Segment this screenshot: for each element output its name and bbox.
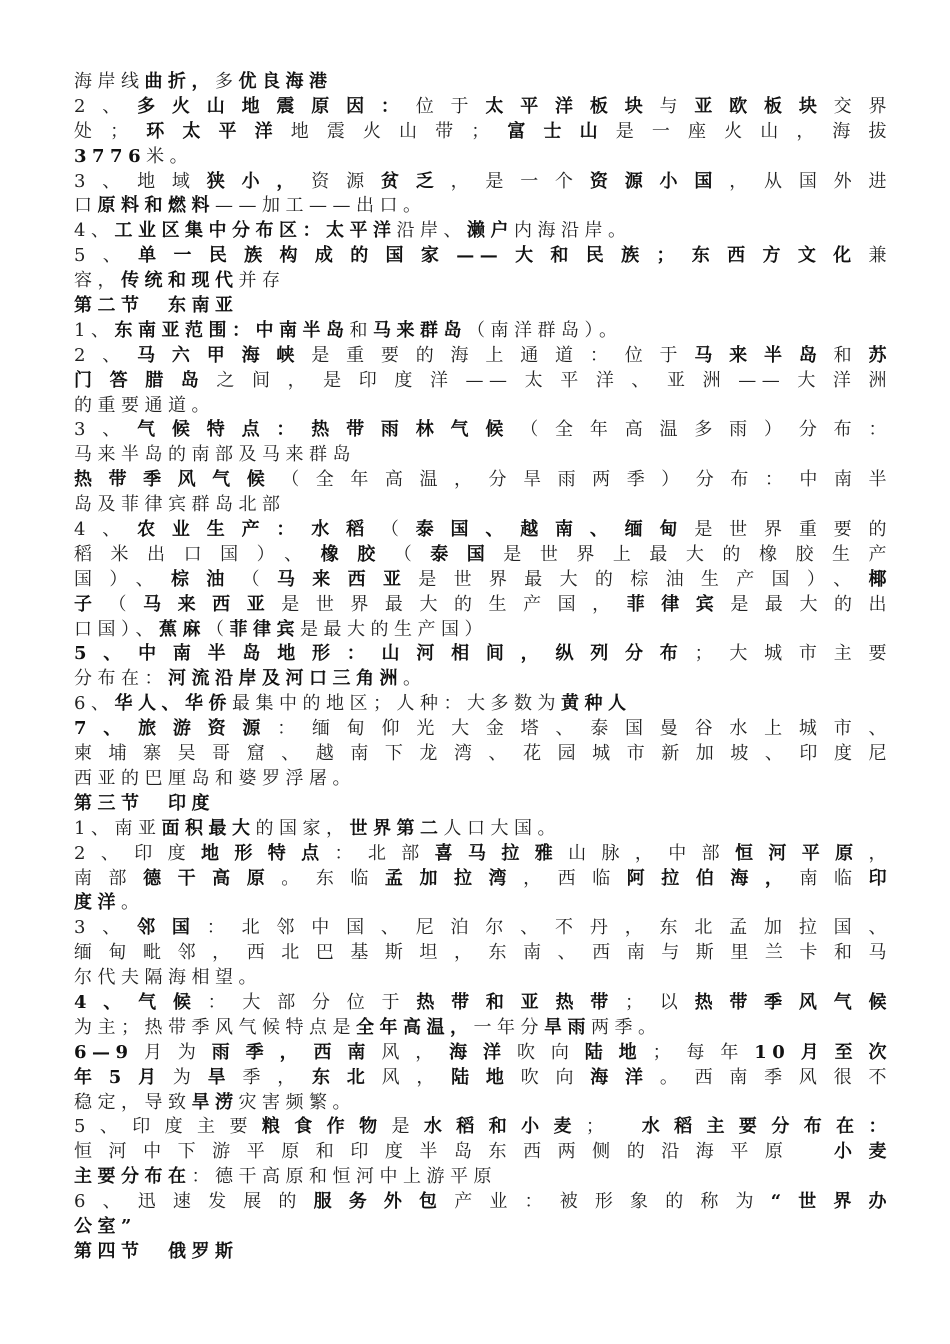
text-run: 两季。 bbox=[591, 1016, 662, 1038]
text-line bbox=[74, 642, 892, 667]
text-run: 尔代夫隔海相望。 bbox=[74, 967, 262, 989]
text-run: 1、南亚 bbox=[74, 817, 162, 839]
text-run: 2、印度 bbox=[74, 842, 201, 864]
text-line bbox=[74, 891, 892, 916]
text-run: ；以 bbox=[625, 991, 695, 1013]
text-line bbox=[74, 1140, 892, 1165]
text-run: 地震火山带； bbox=[290, 120, 495, 142]
bold-text: 水稻主要分布在： bbox=[641, 1116, 893, 1138]
text-run: （全年高温多雨）分布： bbox=[520, 419, 892, 441]
text-run: 稻米出口国）、 bbox=[74, 543, 321, 565]
text-line bbox=[74, 692, 892, 717]
text-run: 是最大的出 bbox=[730, 593, 893, 615]
text-line bbox=[74, 418, 892, 443]
text-line bbox=[74, 394, 892, 419]
text-run: 并存 bbox=[238, 270, 286, 292]
bold-text: 橡胶 bbox=[320, 543, 394, 565]
text-run: ，从国外进 bbox=[729, 170, 892, 192]
text-run: ：大部分位于 bbox=[207, 991, 417, 1013]
text-run: 5、印度主要 bbox=[74, 1116, 262, 1138]
bold-text: 旱涝 bbox=[191, 1091, 239, 1113]
text-run: 。 bbox=[121, 892, 145, 914]
text-run: 3、 bbox=[74, 917, 138, 939]
text-run: ；每年 bbox=[652, 1041, 755, 1063]
text-line bbox=[74, 941, 892, 966]
text-run: 是世界最大的棕油生产国）、 bbox=[418, 568, 869, 590]
bold-text: 全年高温， bbox=[356, 1016, 474, 1038]
text-line bbox=[74, 170, 892, 195]
text-run: 缅甸毗邻，西北巴基斯坦，东南、西南与斯里兰卡和马 bbox=[74, 942, 892, 964]
bold-text: 苏 bbox=[868, 344, 892, 366]
bold-text: 孟加拉湾 bbox=[384, 867, 524, 889]
bold-text: 度洋 bbox=[74, 892, 121, 914]
bold-text: 马来西亚 bbox=[143, 593, 282, 615]
text-run: 2、 bbox=[74, 95, 138, 117]
bold-text: 椰 bbox=[868, 568, 893, 590]
bold-text: 服务外包 bbox=[313, 1191, 455, 1213]
bold-text: 陆地 bbox=[584, 1041, 653, 1063]
text-run: 4、 bbox=[74, 220, 115, 242]
bold-text: 优良海港 bbox=[238, 71, 333, 92]
bold-text: 门答腊岛 bbox=[74, 369, 217, 391]
bold-text: 多火山地震原因： bbox=[137, 95, 416, 117]
text-line bbox=[74, 194, 892, 219]
text-line bbox=[74, 369, 892, 394]
bold-text: 东南亚范围：中南半岛 bbox=[114, 319, 350, 341]
bold-text: 子 bbox=[74, 593, 109, 615]
text-run: 米。 bbox=[146, 145, 194, 167]
bold-text: 海洋 bbox=[590, 1066, 660, 1088]
text-line bbox=[74, 145, 892, 170]
text-line bbox=[74, 817, 892, 842]
bold-text: 旱 bbox=[207, 1066, 243, 1088]
text-line bbox=[74, 842, 892, 867]
text-run: 分布在： bbox=[74, 668, 168, 690]
bold-text: 河流沿岸及河口三角洲 bbox=[168, 668, 403, 690]
text-run: （ bbox=[206, 618, 230, 640]
text-line bbox=[74, 792, 892, 817]
bold-text: 7、旅游资源 bbox=[74, 718, 278, 740]
text-line bbox=[74, 95, 892, 120]
text-line bbox=[74, 1165, 892, 1190]
text-run: 人口大国。 bbox=[443, 817, 561, 839]
text-line bbox=[74, 269, 892, 294]
bold-text: 10月至次 bbox=[754, 1041, 893, 1063]
text-run: ——加工——出口。 bbox=[215, 195, 427, 217]
text-run: ， bbox=[868, 842, 893, 864]
text-run: ，是一个 bbox=[450, 170, 590, 192]
bold-text: 传统和现代 bbox=[121, 270, 239, 292]
text-run: 山脉，中部 bbox=[568, 842, 736, 864]
bold-text: 热带和亚热带 bbox=[416, 991, 626, 1013]
text-run: 国）、 bbox=[74, 568, 171, 590]
bold-text: 印 bbox=[868, 867, 893, 889]
text-run: 的重要通道。 bbox=[74, 394, 215, 416]
text-line bbox=[74, 1066, 892, 1091]
bold-text: 4、气候 bbox=[74, 991, 208, 1013]
bold-text: 工业区集中分布区： bbox=[114, 220, 326, 242]
text-run: 岛及菲律宾群岛北部 bbox=[74, 494, 286, 516]
text-run: 南部 bbox=[74, 867, 144, 889]
bold-text: 马来西亚 bbox=[276, 568, 419, 590]
text-run: 4、 bbox=[74, 519, 138, 541]
text-line bbox=[74, 344, 892, 369]
text-run: 吹向 bbox=[516, 1041, 585, 1063]
text-run: 马来半岛的南部及马来群岛 bbox=[74, 444, 356, 466]
text-run: 之间，是印度洋——太平洋、亚洲——大洋洲 bbox=[216, 369, 893, 391]
text-line bbox=[74, 70, 892, 95]
text-line bbox=[74, 742, 892, 767]
text-run: 3、地域 bbox=[74, 170, 207, 192]
text-run: 季， bbox=[242, 1066, 312, 1088]
text-run: 和 bbox=[349, 319, 373, 341]
text-line bbox=[74, 568, 892, 593]
text-run: 为 bbox=[172, 1066, 208, 1088]
text-run: 西亚的巴厘岛和婆罗浮屠。 bbox=[74, 767, 356, 789]
text-run: ； bbox=[585, 1116, 642, 1138]
bold-text: 年5月 bbox=[74, 1066, 173, 1088]
text-line bbox=[74, 966, 892, 991]
text-run: 交界 bbox=[833, 95, 892, 117]
text-run: 兼 bbox=[868, 245, 892, 267]
bold-text: 第三节 印度 bbox=[74, 792, 215, 814]
bold-text: 地形特点 bbox=[200, 842, 335, 864]
text-line bbox=[74, 518, 892, 543]
bold-text: 粮食作物 bbox=[261, 1116, 392, 1138]
text-line bbox=[74, 1240, 892, 1265]
text-line bbox=[74, 1115, 892, 1140]
text-line bbox=[74, 1016, 892, 1041]
text-run: ：缅甸仰光大金塔、泰国曼谷水上城市、 bbox=[277, 718, 892, 740]
text-line bbox=[74, 319, 892, 344]
bold-text: 马来半岛 bbox=[694, 344, 834, 366]
bold-text: 热带季风气候 bbox=[694, 991, 892, 1013]
text-line bbox=[74, 767, 892, 792]
text-run: 是世界上最大的橡胶生产 bbox=[503, 543, 893, 565]
text-run: 一年分 bbox=[473, 1016, 544, 1038]
text-run: ：北邻中国、尼泊尔、不丹，东北孟加拉国、 bbox=[206, 917, 892, 939]
bold-text: 阿拉伯海， bbox=[626, 867, 800, 889]
text-line bbox=[74, 916, 892, 941]
bold-text: 热带季风气候 bbox=[74, 469, 282, 491]
text-run: 产业：被形象的称为 bbox=[454, 1191, 771, 1213]
text-run: 是世界重要的 bbox=[694, 519, 892, 541]
text-run: （ bbox=[241, 568, 277, 590]
text-line bbox=[74, 294, 892, 319]
text-run: 是 bbox=[391, 1116, 424, 1138]
bold-text: 太平洋板块 bbox=[485, 95, 660, 117]
bold-text: 小麦 bbox=[833, 1141, 893, 1163]
text-run: ：德干高原和恒河中上游平原 bbox=[191, 1166, 497, 1188]
bold-text: 恒河平原 bbox=[735, 842, 869, 864]
text-line bbox=[74, 1091, 892, 1116]
bold-text: 水稻和小麦 bbox=[423, 1116, 586, 1138]
bold-text: 3776 bbox=[74, 145, 147, 167]
text-run: （全年高温，分旱雨两季）分布：中南半 bbox=[281, 469, 893, 491]
bold-text: 农业生产：水稻 bbox=[137, 519, 381, 541]
bold-text: 5、中南半岛地形：山河相间，纵列分布 bbox=[74, 643, 695, 665]
bold-text: 环太平洋 bbox=[133, 120, 291, 142]
bold-text: 东北 bbox=[312, 1066, 382, 1088]
text-line bbox=[74, 543, 892, 568]
bold-text: 太平洋 bbox=[325, 220, 397, 242]
bold-text: 陆地 bbox=[451, 1066, 521, 1088]
text-run: 沿岸、 bbox=[396, 220, 467, 242]
text-run: 容， bbox=[74, 270, 121, 292]
bold-text: 第四节 俄罗斯 bbox=[74, 1240, 239, 1262]
text-run: 是重要的海上通道：位于 bbox=[311, 344, 695, 366]
bold-text: 资源小国 bbox=[589, 170, 730, 192]
text-run: 口国）、 bbox=[74, 618, 159, 640]
text-run: 南临 bbox=[799, 867, 869, 889]
document-body bbox=[74, 70, 892, 1265]
text-line bbox=[74, 867, 892, 892]
bold-text: 亚欧板块 bbox=[694, 95, 834, 117]
text-line bbox=[74, 717, 892, 742]
text-run: 。 bbox=[403, 668, 427, 690]
bold-text: 马六甲海峡 bbox=[137, 344, 312, 366]
bold-text: 喜马拉雅 bbox=[434, 842, 569, 864]
bold-text: 濑户 bbox=[466, 220, 514, 242]
bold-text: 黄种人 bbox=[560, 693, 632, 715]
text-run: 风， bbox=[381, 1041, 450, 1063]
text-run: （ bbox=[380, 519, 416, 541]
text-run: 资源 bbox=[311, 170, 381, 192]
bold-text: 菲律宾 bbox=[626, 593, 731, 615]
text-run: 恒河中下游平原和印度半岛东西两侧的沿海平原 bbox=[74, 1141, 834, 1163]
bold-text: 单一民族构成的国家——大和民族；东西方文化 bbox=[138, 245, 869, 267]
text-run: 与 bbox=[659, 95, 695, 117]
text-run: （南洋群岛）。 bbox=[466, 319, 623, 341]
text-run: 吹向 bbox=[520, 1066, 591, 1088]
bold-text: 棕油 bbox=[170, 568, 242, 590]
bold-text: 雨季，西南 bbox=[211, 1041, 382, 1063]
text-run: 口 bbox=[74, 195, 98, 217]
text-run: （ bbox=[108, 593, 144, 615]
text-line bbox=[74, 219, 892, 244]
text-line bbox=[74, 1190, 892, 1215]
bold-text: 海洋 bbox=[449, 1041, 517, 1063]
bold-text: 6—9 bbox=[74, 1041, 134, 1063]
text-run: （ bbox=[393, 543, 431, 565]
bold-text: 邻国 bbox=[137, 917, 207, 939]
bold-text: 蕉麻 bbox=[159, 618, 206, 640]
text-run: 6、 bbox=[74, 693, 115, 715]
text-run: 稳定，导致 bbox=[74, 1091, 192, 1113]
bold-text: 面积最大 bbox=[161, 817, 256, 839]
bold-text: 曲折， bbox=[144, 71, 215, 92]
text-run: 柬埔寨吴哥窟、越南下龙湾、花园城市新加坡、印度尼 bbox=[74, 743, 892, 765]
text-line bbox=[74, 244, 892, 269]
text-run: 多 bbox=[215, 71, 239, 92]
bold-text: 狭小， bbox=[206, 170, 312, 192]
text-run: 月为 bbox=[133, 1041, 212, 1063]
text-run: 是最大的生产国） bbox=[300, 618, 488, 640]
bold-text: 第二节 东南亚 bbox=[74, 295, 239, 317]
bold-text: 原料和燃料 bbox=[97, 195, 215, 217]
bold-text: 公室” bbox=[74, 1215, 137, 1237]
bold-text: 德干高原 bbox=[143, 867, 282, 889]
bold-text: 旱雨 bbox=[544, 1016, 591, 1038]
bold-text: 华人、华侨 bbox=[114, 693, 232, 715]
text-line bbox=[74, 991, 892, 1016]
bold-text: 世界第二 bbox=[349, 817, 444, 839]
text-run: ：北部 bbox=[334, 842, 435, 864]
text-run: 3、 bbox=[74, 419, 138, 441]
text-run: 和 bbox=[833, 344, 869, 366]
text-run: 5、 bbox=[74, 245, 139, 267]
text-run: 处； bbox=[74, 120, 134, 142]
text-run: 海岸线 bbox=[74, 71, 145, 92]
text-run: 。西南季风很不 bbox=[659, 1066, 892, 1088]
text-line bbox=[74, 120, 892, 145]
bold-text: “世界办 bbox=[770, 1191, 893, 1213]
text-run: 是一座火山，海拔 bbox=[615, 120, 893, 142]
text-line bbox=[74, 443, 892, 468]
bold-text: 泰国、越南、缅甸 bbox=[415, 519, 695, 541]
bold-text: 马来群岛 bbox=[372, 319, 467, 341]
text-run: 6、迅速发展的 bbox=[74, 1191, 314, 1213]
bold-text: 主要分布在 bbox=[74, 1166, 192, 1188]
text-run: 最集中的地区；人种：大多数为 bbox=[231, 693, 561, 715]
text-run: 2、 bbox=[74, 344, 138, 366]
bold-text: 菲律宾 bbox=[229, 618, 300, 640]
text-line bbox=[74, 593, 892, 618]
text-run: ；大城市主要 bbox=[694, 643, 892, 665]
text-line bbox=[74, 667, 892, 692]
bold-text: 富士山 bbox=[494, 120, 616, 142]
text-run: ，西临 bbox=[523, 867, 627, 889]
text-run: 内海沿岸。 bbox=[513, 220, 632, 242]
text-line bbox=[74, 618, 892, 643]
text-run: 的国家， bbox=[255, 817, 350, 839]
text-run: 灾害频繁。 bbox=[238, 1091, 356, 1113]
text-run: 。东临 bbox=[281, 867, 385, 889]
text-run: 位于 bbox=[415, 95, 486, 117]
bold-text: 气候特点：热带雨林气候 bbox=[137, 419, 521, 441]
bold-text: 贫乏 bbox=[380, 170, 451, 192]
text-run: 为主；热带季风气候特点是 bbox=[74, 1016, 356, 1038]
text-run: 风， bbox=[381, 1066, 452, 1088]
text-run: 是世界最大的生产国， bbox=[281, 593, 627, 615]
text-line bbox=[74, 493, 892, 518]
text-run: 1、 bbox=[74, 319, 115, 341]
text-line bbox=[74, 1215, 892, 1240]
text-line bbox=[74, 1041, 892, 1066]
bold-text: 泰国 bbox=[430, 543, 504, 565]
text-line bbox=[74, 468, 892, 493]
